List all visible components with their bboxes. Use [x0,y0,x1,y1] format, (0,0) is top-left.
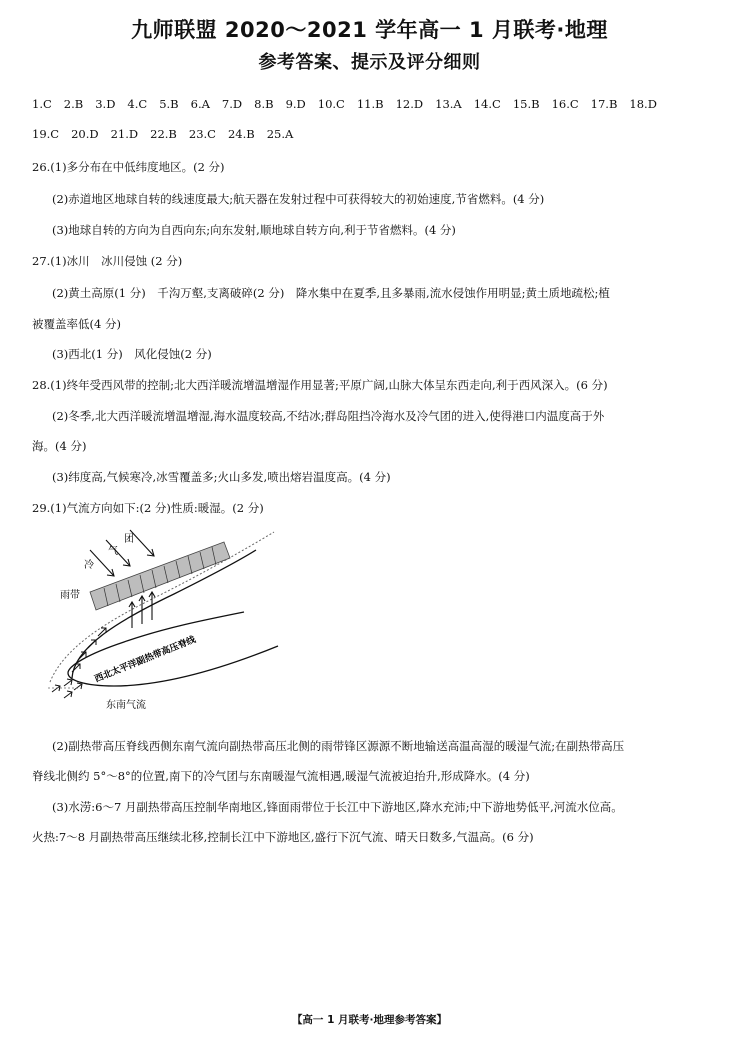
q29-part3-cont: 火热:7～8 月副热带高压继续北移,控制长江中下游地区,盛行下沉气流、晴天日数多,气温高。(6 分) [32,830,534,844]
choice-answer: 14.C [473,97,501,111]
choice-answer: 22.B [150,127,177,141]
choice-answer: 19.C [32,127,60,141]
choice-answer: 3.D [95,97,116,111]
rainband-label: 雨带 [60,590,80,601]
choice-answer: 9.D [285,97,306,111]
q29-part3: (3)水涝:6～7 月副热带高压控制华南地区,锋面雨带位于长江中下游地区,降水充沛;中下游地势低平,河流水位高。 [52,800,623,814]
choice-answer: 17.B [590,97,618,111]
choice-answer: 24.B [227,127,255,141]
choice-answer: 12.D [395,97,424,111]
page-footer: 【高一 1 月联考·地理参考答案】 [291,1014,448,1026]
q28-part3: (3)纬度高,气候寒冷,冰雪覆盖多;火山多发,喷出熔岩温度高。(4 分) [52,470,391,484]
choice-answer: 20.D [71,127,99,141]
q28-part1: 28.(1)终年受西风带的控制;北大西洋暖流增温增湿作用显著;平原广阔,山脉大体呈东西走向,利于西风深入。(6 分) [32,378,608,392]
page-title: 九师联盟 2020～2021 学年高一 1 月联考·地理 [131,18,608,42]
q26-part1: 26.(1)多分布在中低纬度地区。(2 分) [32,160,225,174]
choice-answer: 18.D [629,97,657,111]
cold-label-1: 冷 [84,560,94,571]
choice-answer: 13.A [435,97,462,111]
q28-part2-cont: 海。(4 分) [32,439,87,453]
choice-answer: 11.B [356,97,384,111]
q29-part1: 29.(1)气流方向如下:(2 分)性质:暖湿。(2 分) [32,501,264,515]
choice-answer: 16.C [551,97,579,111]
cold-label-3: 团 [124,534,134,545]
q27-part2-cont: 被覆盖率低(4 分) [32,317,121,331]
choice-answer: 1.C [32,97,52,111]
choice-answer: 10.C [317,97,345,111]
q27-part3: (3)西北(1 分) 风化侵蚀(2 分) [52,347,212,361]
choice-answer: 5.B [159,97,179,111]
choice-answers-row-2 [32,127,305,141]
choice-answer: 4.C [127,97,148,111]
page-subtitle: 参考答案、提示及评分细则 [258,52,481,73]
choice-answers-row-1 [32,97,669,111]
choice-answer: 15.B [512,97,540,111]
choice-answer: 2.B [63,97,84,111]
choice-answer: 23.C [188,127,216,141]
q26-part3: (3)地球自转的方向为自西向东;向东发射,顺地球自转方向,利于节省燃料。(4 分) [52,223,456,237]
q27-part1: 27.(1)冰川 冰川侵蚀 (2 分) [32,254,183,268]
cold-label-2: 气 [108,546,118,557]
se-flow-label: 东南气流 [106,700,146,711]
q29-part2-cont: 脊线北侧约 5°～8°的位置,南下的冷气团与东南暖湿气流相遇,暖湿气流被迫抬升,形成降水。(4 分) [32,769,530,783]
choice-answer: 25.A [266,127,294,141]
choice-answer: 7.D [221,97,243,111]
q29-part2: (2)副热带高压脊线西侧东南气流向副热带高压北侧的雨带锋区源源不断地输送高温高湿的暖湿气流;在副热带高压 [52,739,625,753]
airflow-diagram [44,528,280,716]
q28-part2: (2)冬季,北大西洋暖流增温增湿,海水温度较高,不结冰;群岛阻挡冷海水及冷气团的进入,使得港口内温度高于外 [52,409,605,423]
choice-answer: 21.D [110,127,139,141]
choice-answer: 8.B [254,97,274,111]
q26-part2: (2)赤道地区地球自转的线速度最大;航天器在发射过程中可获得较大的初始速度,节省燃料。(4 分) [52,192,545,206]
choice-answer: 6.A [190,97,210,111]
ridge-label: 西北太平洋副热带高压脊线 [93,635,198,685]
q27-part2: (2)黄土高原(1 分) 千沟万壑,支离破碎(2 分) 降水集中在夏季,且多暴雨,流水侵蚀作用明显;黄土质地疏松;植 [52,286,610,300]
